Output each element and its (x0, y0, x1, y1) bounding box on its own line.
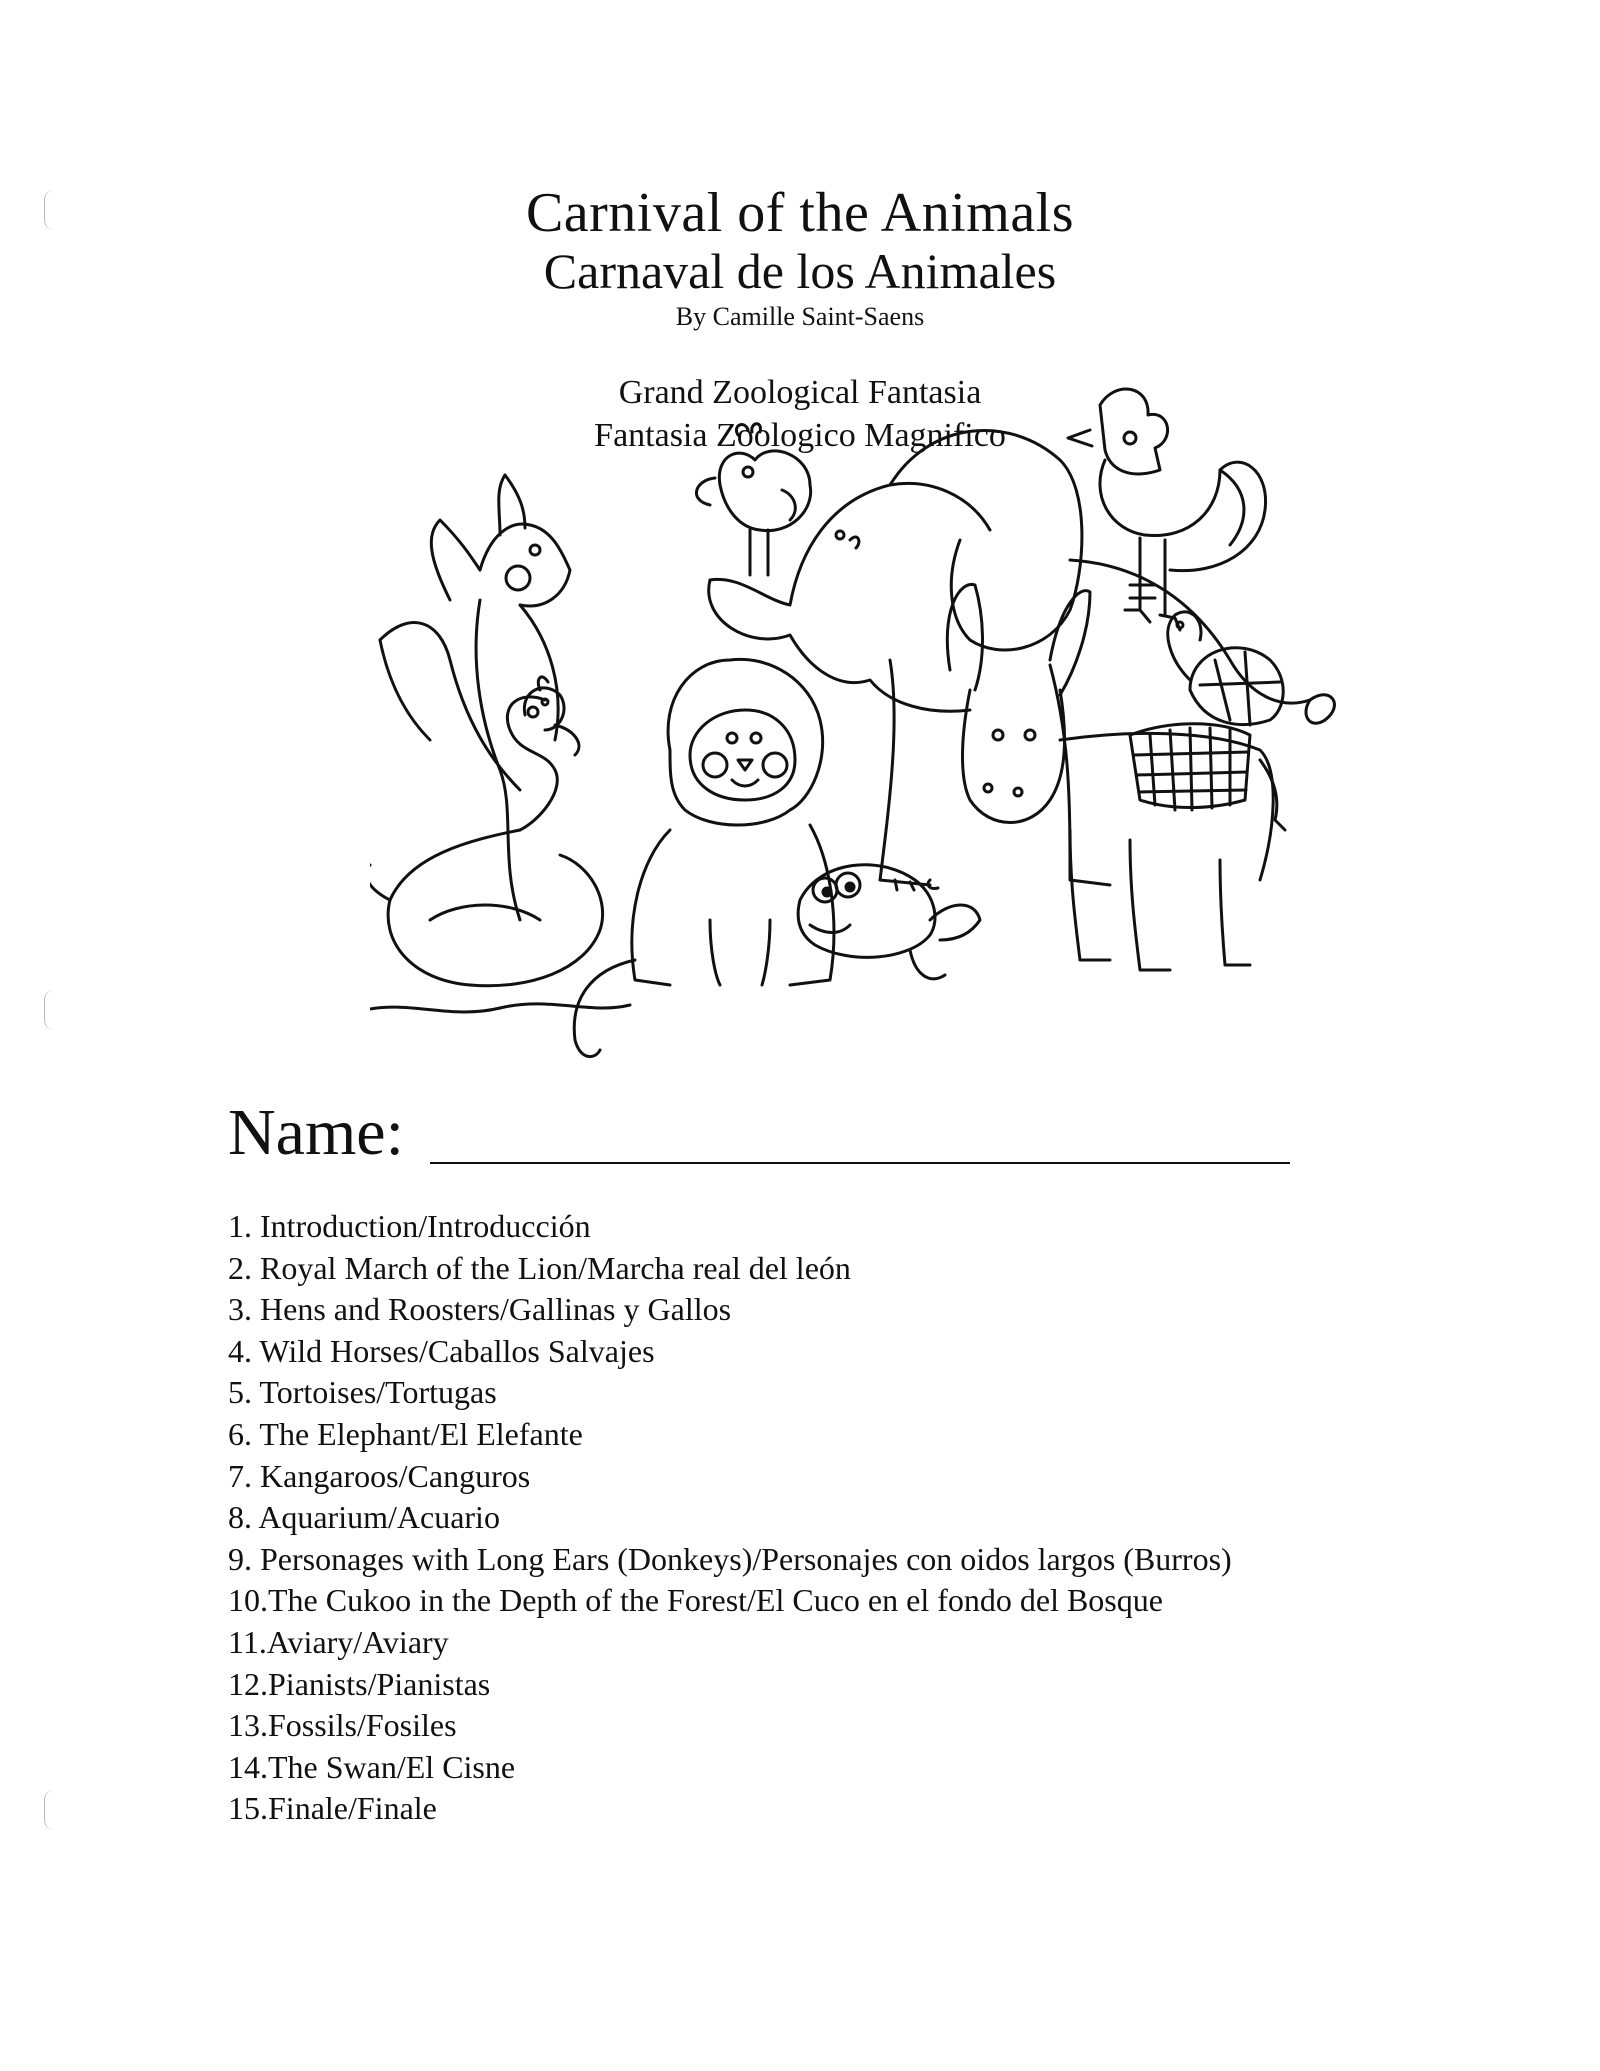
list-item: 3. Hens and Roosters/Gallinas y Gallos (228, 1291, 732, 1328)
list-item: 2. Royal March of the Lion/Marcha real del león (228, 1249, 851, 1286)
movement-list (228, 1206, 1528, 1830)
name-field-line[interactable] (430, 1162, 1290, 1164)
composer-credit: By Camille Saint-Saens (675, 302, 925, 331)
lion-drawing (574, 659, 834, 1056)
list-item: 12.Pianists/Pianistas (228, 1665, 491, 1702)
list-item: 10.The Cukoo in the Depth of the Forest/El Cuco en el fondo del Bosque (228, 1582, 1163, 1619)
hole-punch-mark (44, 1790, 57, 1830)
page-title: Carnival of the Animals (525, 182, 1075, 244)
list-item: 7. Kangaroos/Canguros (228, 1457, 531, 1494)
parrot-drawing (696, 424, 810, 575)
subtitle: Grand Zoological Fantasia (618, 374, 982, 411)
subtitle-spanish: Fantasia Zoologico Magnifico (594, 417, 1006, 454)
list-item: 9. Personages with Long Ears (Donkeys)/Personajes con oidos largos (Burros) (228, 1540, 1232, 1577)
list-item: 15.Finale/Finale (228, 1790, 437, 1827)
rooster-drawing (1068, 389, 1266, 630)
list-item: 4. Wild Horses/Caballos Salvajes (228, 1332, 655, 1369)
list-item: 8. Aquarium/Acuario (228, 1499, 500, 1536)
swan-drawing (370, 697, 630, 1012)
page-title-spanish: Carnaval de los Animales (543, 243, 1057, 299)
animals-illustration (370, 360, 1450, 1140)
list-item: 13.Fossils/Fosiles (228, 1707, 457, 1744)
list-item: 6. The Elephant/El Elefante (228, 1415, 583, 1452)
tortoise-drawing (1168, 612, 1283, 725)
list-item: 11.Aviary/Aviary (228, 1623, 449, 1660)
list-item: 1. Introduction/Introducción (228, 1208, 591, 1244)
list-item: 5. Tortoises/Tortugas (228, 1374, 497, 1411)
list-item: 14.The Swan/El Cisne (228, 1748, 516, 1785)
name-label: Name: (228, 1096, 404, 1169)
hole-punch-mark (44, 990, 57, 1030)
donkey-drawing (947, 584, 1285, 970)
